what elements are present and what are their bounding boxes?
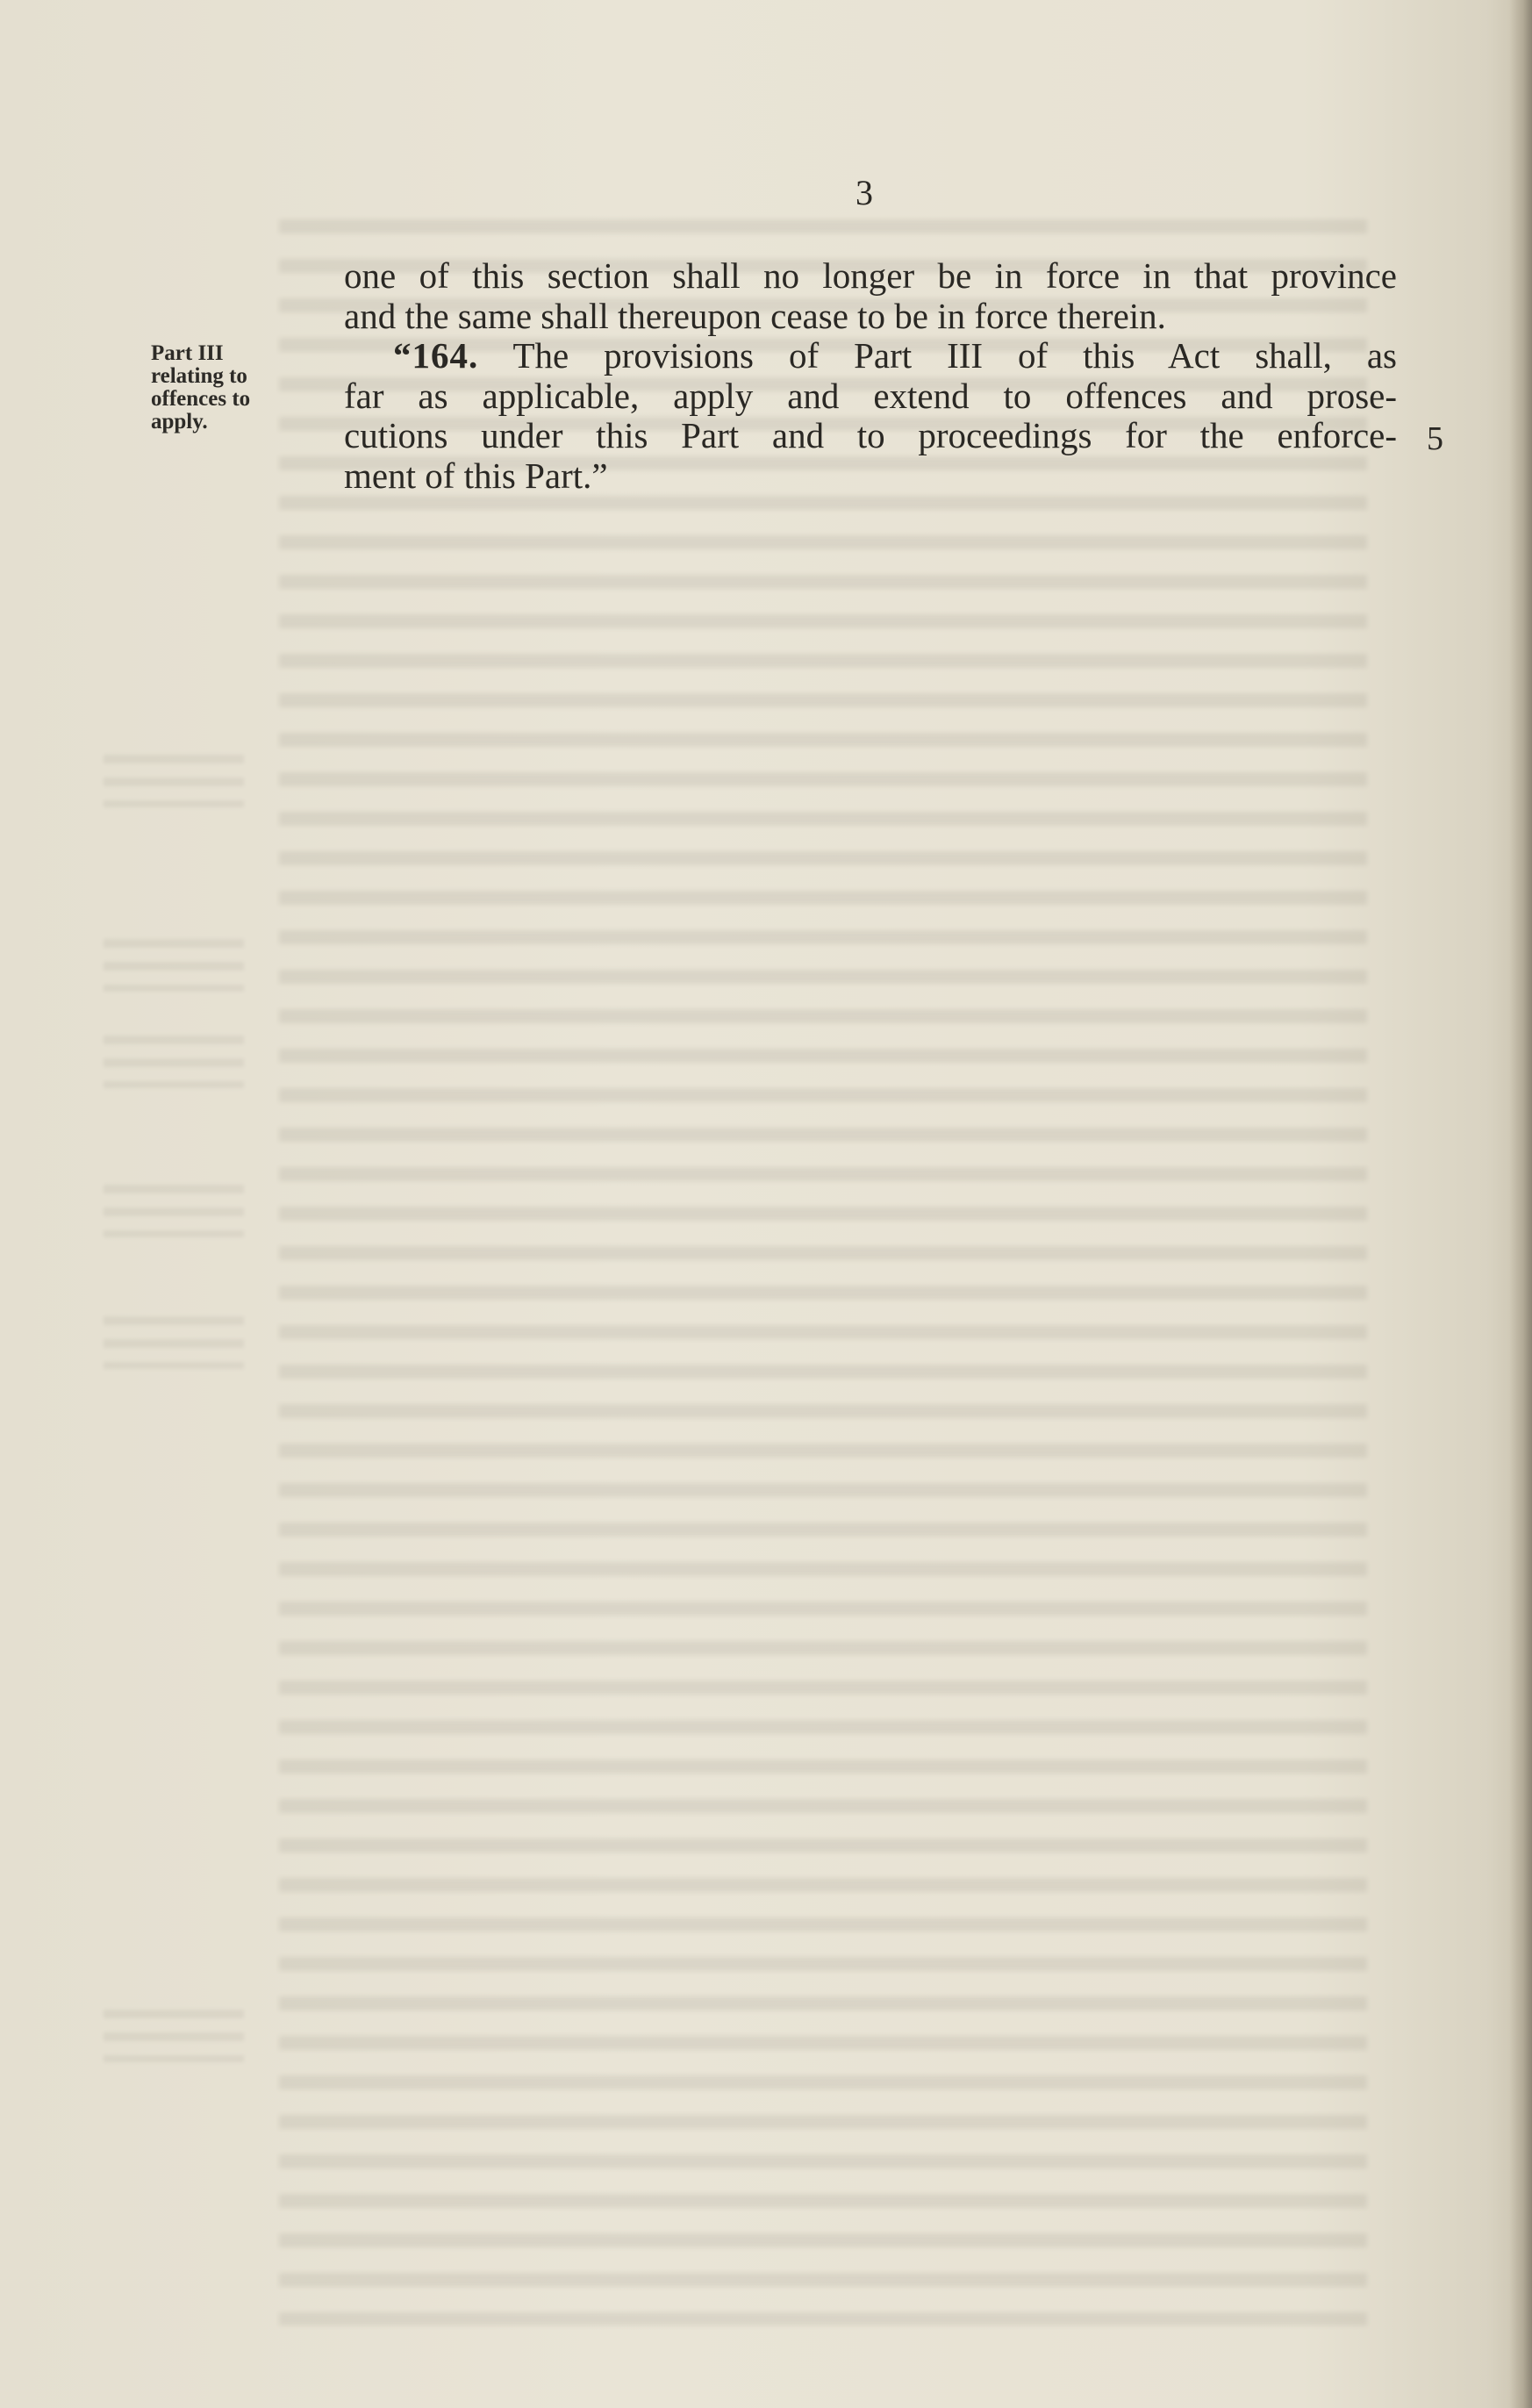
body-line: one of this section shall no longer be in force in that province: [344, 255, 1397, 296]
show-through-margin-note: [104, 2010, 244, 2062]
body-text: [344, 256, 1397, 496]
section-text: The provisions of Part III of this Act shall, as: [512, 335, 1397, 376]
section-line: far as applicable, apply and extend to offences and prose-: [344, 375, 1397, 416]
margin-note-line: relating to: [151, 364, 247, 388]
show-through-margin-note: [104, 1036, 244, 1088]
show-through-margin-note: [104, 1316, 244, 1369]
section-first-line: [344, 336, 1397, 376]
line-number: 5: [1427, 420, 1443, 457]
show-through-margin-note: [104, 755, 244, 807]
section-line: ment of this Part.”: [344, 455, 608, 496]
page-number: 3: [855, 173, 873, 212]
margin-note-line: offences to: [151, 387, 251, 411]
show-through-text: [279, 219, 1367, 2326]
margin-note-line: Part III: [151, 341, 224, 365]
body-line: and the same shall thereupon cease to be in force therein.: [344, 295, 1166, 336]
margin-note: [151, 342, 309, 434]
show-through-margin-note: [104, 939, 244, 992]
show-through-margin-note: [104, 1185, 244, 1237]
margin-note-line: apply.: [151, 410, 208, 434]
section-line: cutions under this Part and to proceedings for the enforce-: [344, 415, 1397, 455]
section-number: “164.: [393, 335, 479, 376]
page-edge-shadow: [1509, 0, 1532, 2408]
